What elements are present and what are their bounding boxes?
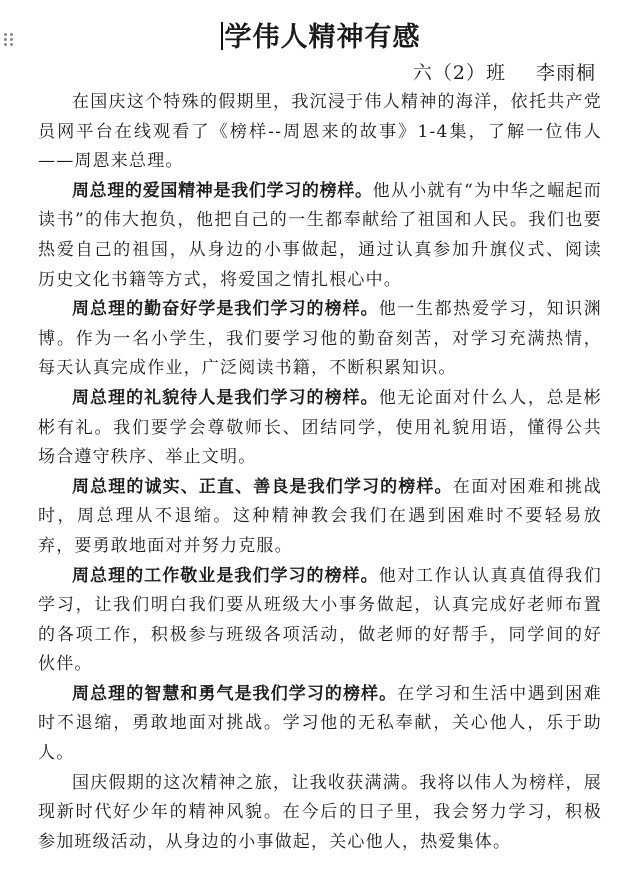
document-title-line[interactable] [0,20,641,56]
paragraph-text: 他对工作认认真真值得我们学习，让我们明白我们要从班级大小事务做起，认真完成好老师布置的各项工作，积极参与班级各项活动，做老师的好帮手，同学间的好伙伴。 [38,565,603,675]
paragraph-4 [38,384,602,473]
paragraph-text: 他一生都热爱学习，知识渊博。作为一名小学生，我们要学习他的勤奋刻苦，对学习充满热情，每天认真完成作业，广泛阅读书籍，不断积累知识。 [38,299,603,379]
paragraph-lead: 周总理的智慧和勇气是我们学习的榜样。 [72,683,398,704]
paragraph-text: 在学习和生活中遇到困难时不退缩，勇敢地面对挑战。学习他的无私奉献，关心他人，乐于助人。 [38,683,602,764]
paragraph-lead: 周总理的勤奋好学是我们学习的榜样。 [72,299,379,320]
paragraph-lead: 周总理的礼貌待人是我们学习的榜样。 [72,387,379,408]
author-class: 六（2）班 [412,62,506,84]
paragraph-text: 国庆假期的这次精神之旅，让我收获满满。我将以伟人为榜样，展现新时代好少年的精神风貌。在今后的日子里，我会努力学习，积极参加班级活动，从身边的小事做起，关心他人，热爱集体。 [38,772,602,852]
text-cursor-icon [221,22,223,50]
paragraph-5 [38,473,602,562]
paragraph-lead: 周总理的爱国精神是我们学习的榜样。 [72,180,373,201]
paragraph-text: 在国庆这个特殊的假期里，我沉浸于伟人精神的海洋，依托共产党员网平台在线观看了《榜样--周恩来的故事》1-4集，了解一位伟人——周恩来总理。 [38,92,602,172]
paragraph-text: 他无论面对什么人，总是彬彬有礼。我们要学会尊敬师长、团结同学，使用礼貌用语，懂得公共场合遵守秩序、举止文明。 [38,387,603,468]
paragraph-6 [38,562,602,680]
document-body[interactable] [38,88,602,857]
author-name: 李雨桐 [535,62,596,84]
paragraph-lead: 周总理的诚实、正直、善良是我们学习的榜样。 [72,476,453,497]
document-title: 学伟人精神有感 [224,22,421,53]
paragraph-7 [38,680,602,769]
paragraph-3 [38,295,602,384]
paragraph-text: 他从小就有“为中华之崛起而读书”的伟大抱负，他把自己的一生都奉献给了祖国和人民。我们也要热爱自己的祖国，从身边的小事做起，通过认真参加升旗仪式、阅读历史文化书籍等方式，将爱国之情扎根心中。 [38,180,602,290]
paragraph-2 [38,177,602,295]
paragraph-1 [38,88,602,177]
author-line [413,60,596,86]
paragraph-8 [38,769,602,858]
paragraph-text: 在面对困难和挑战时，周总理从不退缩。这种精神教会我们在遇到困难时不要轻易放弃，要勇敢地面对并努力克服。 [38,476,602,556]
paragraph-lead: 周总理的工作敬业是我们学习的榜样。 [72,565,379,586]
